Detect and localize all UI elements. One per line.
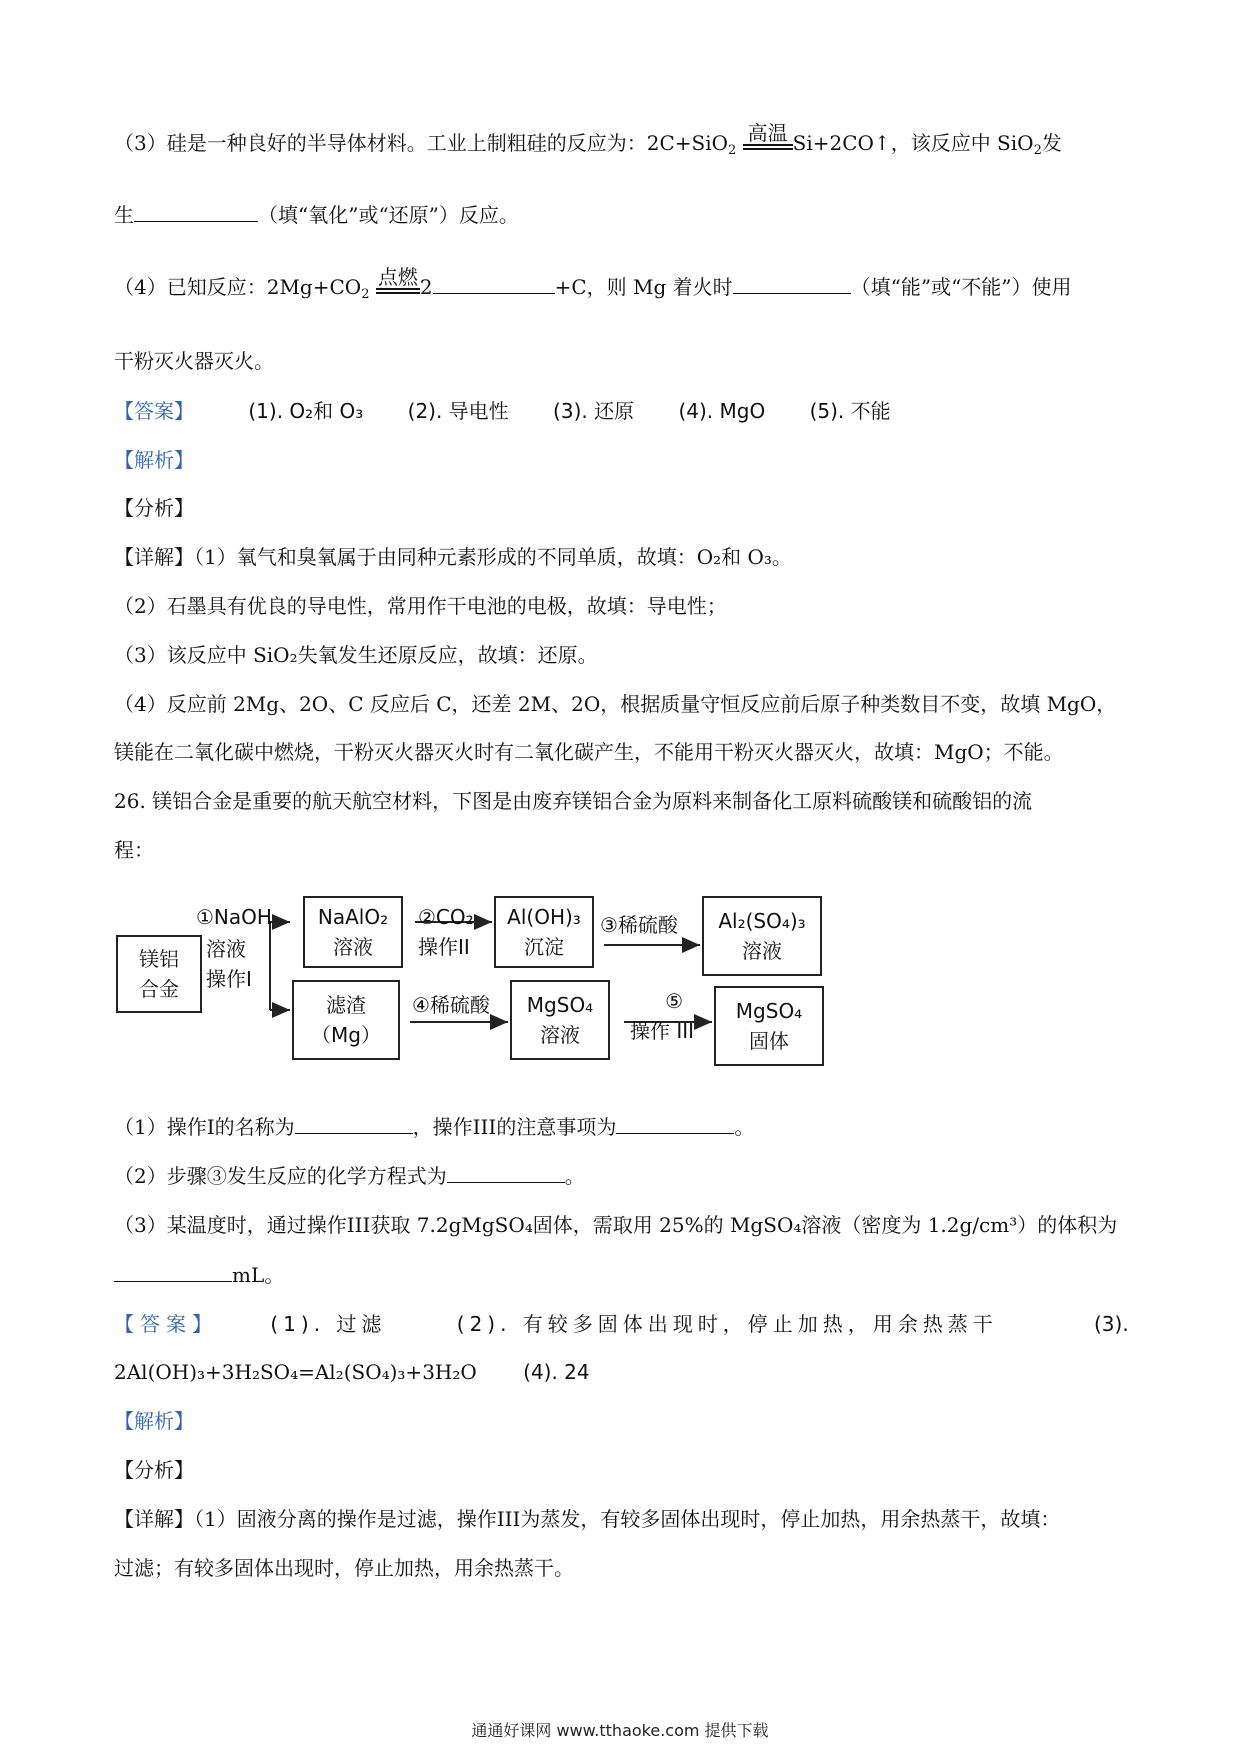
box-mg-al-alloy: 镁铝 合金 [116,935,202,1013]
fill-blank[interactable] [134,203,258,222]
answer-label: 【答案】 [114,1312,218,1336]
q25-answer-line [114,396,929,426]
answer-item: (4). MgO [678,399,766,423]
q25-detail4b: 镁能在二氧化碳中燃烧，干粉灭火器灭火时有二氧化碳产生，不能用干粉灭火器灭火，故填：MgO；不能。 [114,740,1064,764]
answer-item: (4). 24 [523,1360,590,1384]
q25-part3-line2: 生 （填“氧化”或“还原”）反应。 [114,203,519,227]
label-naoh-step1: ①NaOH [196,905,272,929]
box-naalo2-solution: NaAlO₂ 溶液 [303,896,403,968]
eq1-condition: 高温 [747,121,788,145]
q25-part4-line2: 干粉灭火器灭火。 [114,349,274,373]
label-operation1: 溶液 操作I [206,937,252,991]
fill-blank[interactable] [295,1115,413,1134]
q26-answer-line1 [114,1309,1129,1339]
fill-blank[interactable] [616,1115,734,1134]
fenxi-label: 【分析】 [114,1458,194,1482]
answer-equation: 2Al(OH)₃+3H₂SO₄=Al₂(SO₄)₃+3H₂O [114,1360,477,1384]
fill-blank[interactable] [114,1263,232,1282]
fenxi-label: 【分析】 [114,496,194,520]
label-operation3: ⑤ 操作 III [630,989,695,1043]
q26-question2: （2）步骤③发生反应的化学方程式为 。 [114,1164,585,1188]
q26-question3: （3）某温度时，通过操作III获取 7.2gMgSO₄固体，需取用 25%的 MgSO₄溶液（密度为 1.2g/cm³）的体积为 [114,1213,1118,1237]
analysis-label: 【解析】 [114,1409,194,1433]
eq1-right: Si+2CO↑ [792,131,891,155]
box-al2so4-solution: Al₂(SO₄)₃ 溶液 [702,896,822,976]
eq1-left: 2C+SiO$_2$ [646,131,737,158]
process-flow-diagram [100,880,860,1090]
label-acid-step3: ③稀硫酸 [600,913,678,937]
answer-item: (1). 过滤 [270,1312,387,1336]
page-footer: 通通好课网 www.tthaoke.com 提供下载 [471,1721,769,1740]
answer-item: (2). 导电性 [407,399,509,423]
q26-stem-line1: 26. 镁铝合金是重要的航天航空材料，下图是由废弃镁铝合金为原料来制备化工原料硫酸镁和硫酸铝的流 [114,789,1033,813]
q26-question3-line2: mL。 [114,1260,284,1290]
answer-item: (5). 不能 [809,399,891,423]
box-mgso4-solution: MgSO₄ 溶液 [510,980,610,1060]
q26-stem-line2: 程： [114,838,154,862]
fill-blank[interactable] [733,275,851,294]
box-residue-mg: 滤渣 （Mg） [292,980,400,1060]
eq2-condition: 点燃 [377,265,418,289]
box-aloh3-precipitate: Al(OH)₃ 沉淀 [494,896,594,968]
box-mgso4-solid: MgSO₄ 固体 [714,986,824,1066]
q25-detail1: 【详解】（1）氧气和臭氧属于由同种元素形成的不同单质，故填：O₂和 O₃。 [114,545,792,569]
q25-detail3: （3）该反应中 SiO₂失氧发生还原反应，故填：还原。 [114,643,598,667]
fill-blank[interactable] [447,1164,565,1183]
eq1-condition-arrow [743,121,793,150]
q26-detail1a: 【详解】（1）固液分离的操作是过滤，操作III为蒸发，有较多固体出现时，停止加热，用余热蒸干，故填： [114,1507,1061,1531]
fill-blank[interactable] [433,275,555,294]
answer-item: (3). 还原 [553,399,635,423]
q25-part3-text: （3）硅是一种良好的半导体材料。工业上制粗硅的反应为： [114,131,647,155]
answer-label: 【答案】 [114,399,194,423]
answer-item: (1). O₂和 O₃ [248,399,364,423]
q26-question1: （1）操作I的名称为 ，操作III的注意事项为 。 [114,1115,755,1139]
q25-detail2: （2）石墨具有优良的导电性，常用作干电池的电极，故填：导电性； [114,594,727,618]
answer-item: (2). 有较多固体出现时，停止加热，用余热蒸干 [456,1312,998,1336]
label-acid-step4: ④稀硫酸 [412,993,490,1017]
q26-answer-line2 [114,1357,590,1387]
eq2-condition-arrow [376,265,420,294]
q25-detail4a: （4）反应前 2Mg、2O、C 反应后 C，还差 2M、2O，根据质量守恒反应前后原子种类数目不变，故填 MgO， [114,692,1117,716]
analysis-label: 【解析】 [114,448,194,472]
q25-part4-line1: （4）已知反应：$2Mg+CO_2$ 点燃 2 +C，则 Mg 着火时 （填“能”或“不能”）使用 [114,272,1072,302]
label-co2-step2: ②CO₂ 操作II [418,905,474,959]
q26-detail1b: 过滤；有较多固体出现时，停止加热，用余热蒸干。 [114,1556,574,1580]
q25-part3-line1: （3）硅是一种良好的半导体材料。工业上制粗硅的反应为：2C+SiO$_2$ 高温 Si+2CO↑，该反应中 SiO$_2$发 [114,128,1062,158]
answer-item: (3). [1094,1312,1129,1336]
